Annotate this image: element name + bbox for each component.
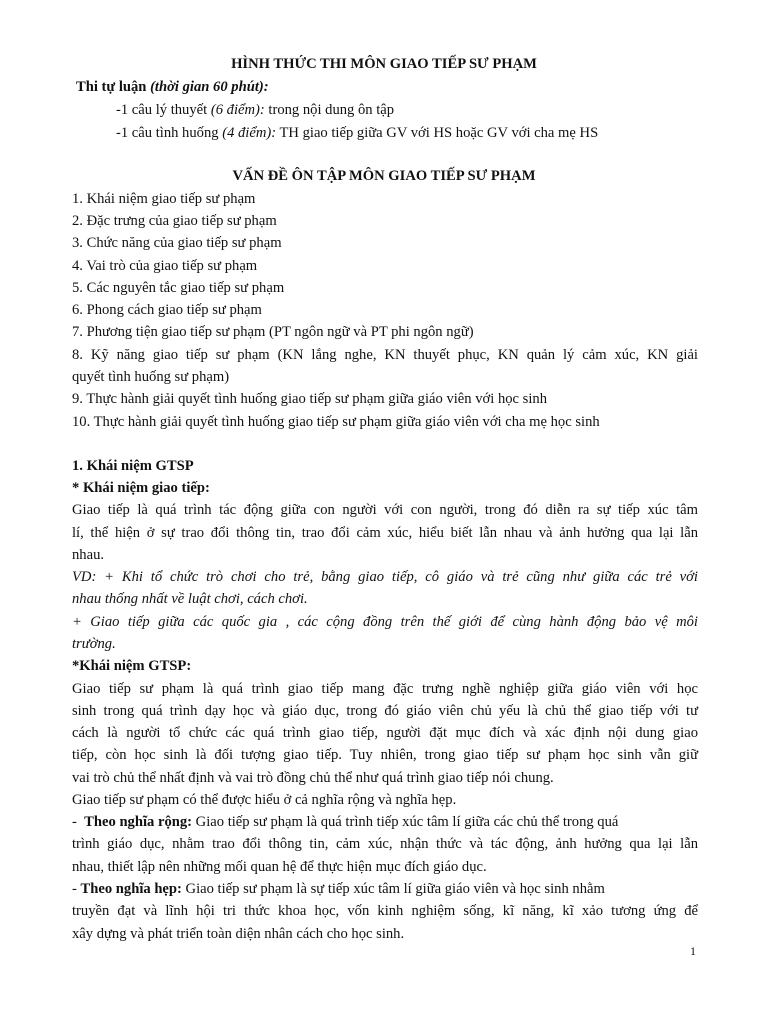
q2-rest: TH giao tiếp giữa GV với HS hoặc GV với cha mẹ HS <box>279 125 599 141</box>
review-item: 2. Đặc trưng của giao tiếp sư phạm <box>72 213 277 229</box>
paragraph-line: Giao tiếp sư phạm có thể được hiểu ở cả nghĩa rộng và nghĩa hẹp. <box>72 792 457 808</box>
narrow-definition-line <box>72 880 605 898</box>
review-item: 1. Khái niệm giao tiếp sư phạm <box>72 191 256 207</box>
broad-definition-line <box>72 813 618 831</box>
paragraph-line: tiếp, còn học sinh là đối tượng giao tiếp. Tuy nhiên, trong giao tiếp sư phạm học sinh vẫn giữ <box>72 747 698 763</box>
page-number: 1 <box>690 944 696 958</box>
subsection-heading: * Khái niệm giao tiếp: <box>72 480 210 496</box>
review-item: 8. Kỹ năng giao tiếp sư phạm (KN lắng nghe, KN thuyết phục, KN quản lý cảm xúc, KN giải <box>72 347 698 363</box>
q2-points: (4 điểm): <box>222 125 277 141</box>
paragraph-line: Giao tiếp là quá trình tác động giữa con người với con người, trong đó diễn ra sự tiếp xúc tâm <box>72 502 698 518</box>
review-item: 9. Thực hành giải quyết tình huống giao tiếp sư phạm giữa giáo viên với học sinh <box>72 391 547 407</box>
example-line: VD: + Khi tổ chức trò chơi cho trẻ, bằng giao tiếp, cô giáo và trẻ cũng như giữa các trẻ với <box>72 569 698 585</box>
narrow-prefix: - <box>72 881 81 897</box>
broad-first: Giao tiếp sư phạm là quá trình tiếp xúc tâm lí giữa các chủ thể trong quá <box>192 814 619 830</box>
paragraph-line: nhau, thiết lập nên những mối quan hệ để thực hiện mục đích giáo dục. <box>72 859 487 875</box>
paragraph-line: Giao tiếp sư phạm là quá trình giao tiếp mang đặc trưng nghề nghiệp giữa giáo viên với học <box>72 681 698 697</box>
review-item: 6. Phong cách giao tiếp sư phạm <box>72 302 262 318</box>
exam-format-title: HÌNH THỨC THI MÔN GIAO TIẾP SƯ PHẠM <box>231 56 537 72</box>
narrow-label: Theo nghĩa hẹp: <box>80 881 182 897</box>
paragraph-line: lí, thể hiện ở sự trao đổi thông tin, trao đổi cảm xúc, hiểu biết lẫn nhau và ảnh hưởng qua lại lẫn <box>72 525 698 541</box>
review-item-continued: quyết tình huống sư phạm) <box>72 369 230 385</box>
paragraph-line: nhau. <box>72 547 105 563</box>
paragraph-line: truyền đạt và lĩnh hội tri thức khoa học, vốn kinh nghiệm sống, kĩ năng, kĩ xảo tương ứng để <box>72 903 698 919</box>
paragraph-line: trình giáo dục, nhằm trao đổi thông tin, cảm xúc, nhận thức và tác động, ảnh hưởng qua lại lẫn <box>72 836 698 852</box>
broad-prefix: - <box>72 814 85 830</box>
subsection-heading: *Khái niệm GTSP: <box>72 658 192 674</box>
example-line: nhau thống nhất về luật chơi, cách chơi. <box>72 591 308 607</box>
review-item: 3. Chức năng của giao tiếp sư phạm <box>72 235 282 251</box>
review-item: 4. Vai trò của giao tiếp sư phạm <box>72 258 258 274</box>
review-item: 5. Các nguyên tắc giao tiếp sư phạm <box>72 280 285 296</box>
section-heading: 1. Khái niệm GTSP <box>72 458 194 474</box>
exam-type-label: Thi tự luận <box>76 79 147 95</box>
paragraph-line: vai trò chủ thể nhất định và vai trò đồng chủ thể như quá trình giao tiếp nói chung. <box>72 770 554 786</box>
example-line: + Giao tiếp giữa các quốc gia , các cộng đồng trên thế giới để cùng hành động bảo vệ môi <box>72 614 698 630</box>
example-line: trường. <box>72 636 116 652</box>
q1-points: (6 điểm): <box>210 102 265 118</box>
broad-label: Theo nghĩa rộng: <box>84 814 193 830</box>
exam-time: (thời gian 60 phút): <box>150 79 269 95</box>
paragraph-line: xây dựng và phát triển toàn diện nhân cách cho học sinh. <box>72 926 405 942</box>
question-1-line <box>116 101 394 119</box>
paragraph-line: cách là người tổ chức các quá trình giao tiếp, người đặt mục đích và xác định nội dung giao <box>72 725 698 741</box>
q1-rest: trong nội dung ôn tập <box>268 102 395 118</box>
question-2-line <box>116 124 598 142</box>
narrow-first: Giao tiếp sư phạm là sự tiếp xúc tâm lí giữa giáo viên và học sinh nhằm <box>181 881 605 897</box>
q1-prefix: -1 câu lý thuyết <box>116 102 208 118</box>
review-item: 10. Thực hành giải quyết tình huống giao tiếp sư phạm giữa giáo viên với cha mẹ học sinh <box>72 414 600 430</box>
review-item: 7. Phương tiện giao tiếp sư phạm (PT ngôn ngữ và PT phi ngôn ngữ) <box>72 324 474 340</box>
exam-type-line <box>76 78 269 96</box>
paragraph-line: sinh trong quá trình dạy học và giáo dục, trong đó giáo viên chủ yếu là chủ thể giao tiếp với tư <box>72 703 698 719</box>
q2-prefix: -1 câu tình huống <box>116 125 219 141</box>
review-title: VẤN ĐỀ ÔN TẬP MÔN GIAO TIẾP SƯ PHẠM <box>232 168 536 184</box>
